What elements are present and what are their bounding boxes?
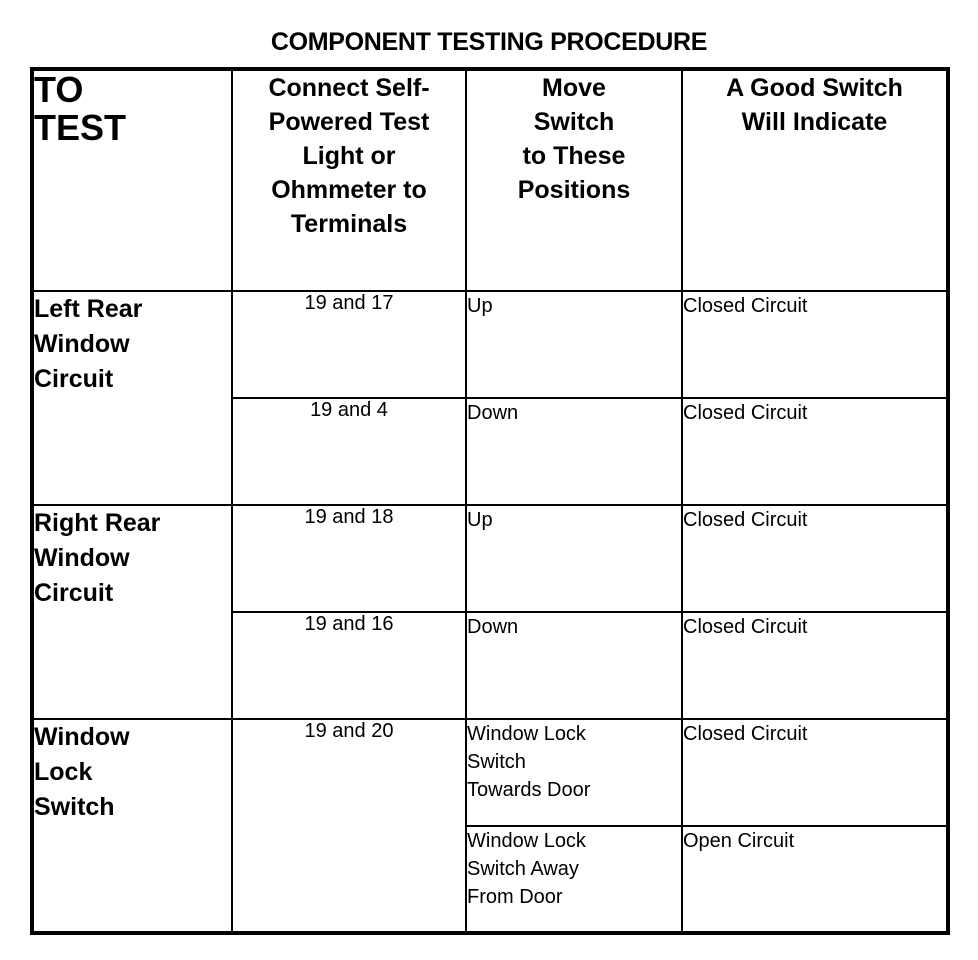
position-cell: Window Lock Switch Towards Door [466,719,682,826]
position-cell: Up [466,291,682,398]
indicate-cell: Closed Circuit [682,398,948,505]
header-row [32,69,948,291]
indicate-cell: Closed Circuit [682,612,948,719]
indicate-cell: Closed Circuit [682,291,948,398]
table-row [32,719,948,826]
position-cell: Down [466,612,682,719]
page-title: COMPONENT TESTING PROCEDURE [270,28,708,56]
position-cell: Down [466,398,682,505]
group-label-left-rear: Left Rear Window Circuit [32,291,232,505]
header-indicate: A Good Switch Will Indicate [682,69,948,291]
group-label-window-lock: Window Lock Switch [32,719,232,933]
header-positions: Move Switch to These Positions [466,69,682,291]
group-label-right-rear: Right Rear Window Circuit [32,505,232,719]
indicate-cell: Closed Circuit [682,719,948,826]
terminals-cell: 19 and 16 [232,612,466,719]
table-row [32,505,948,612]
indicate-cell: Open Circuit [682,826,948,933]
terminals-cell: 19 and 4 [232,398,466,505]
header-terminals: Connect Self- Powered Test Light or Ohmmeter to Terminals [232,69,466,291]
terminals-cell: 19 and 18 [232,505,466,612]
terminals-cell: 19 and 20 [232,719,466,933]
component-testing-table [30,67,950,935]
terminals-cell: 19 and 17 [232,291,466,398]
header-to-test: TO TEST [32,69,232,291]
position-cell: Window Lock Switch Away From Door [466,826,682,933]
position-cell: Up [466,505,682,612]
indicate-cell: Closed Circuit [682,505,948,612]
table-row [32,291,948,398]
